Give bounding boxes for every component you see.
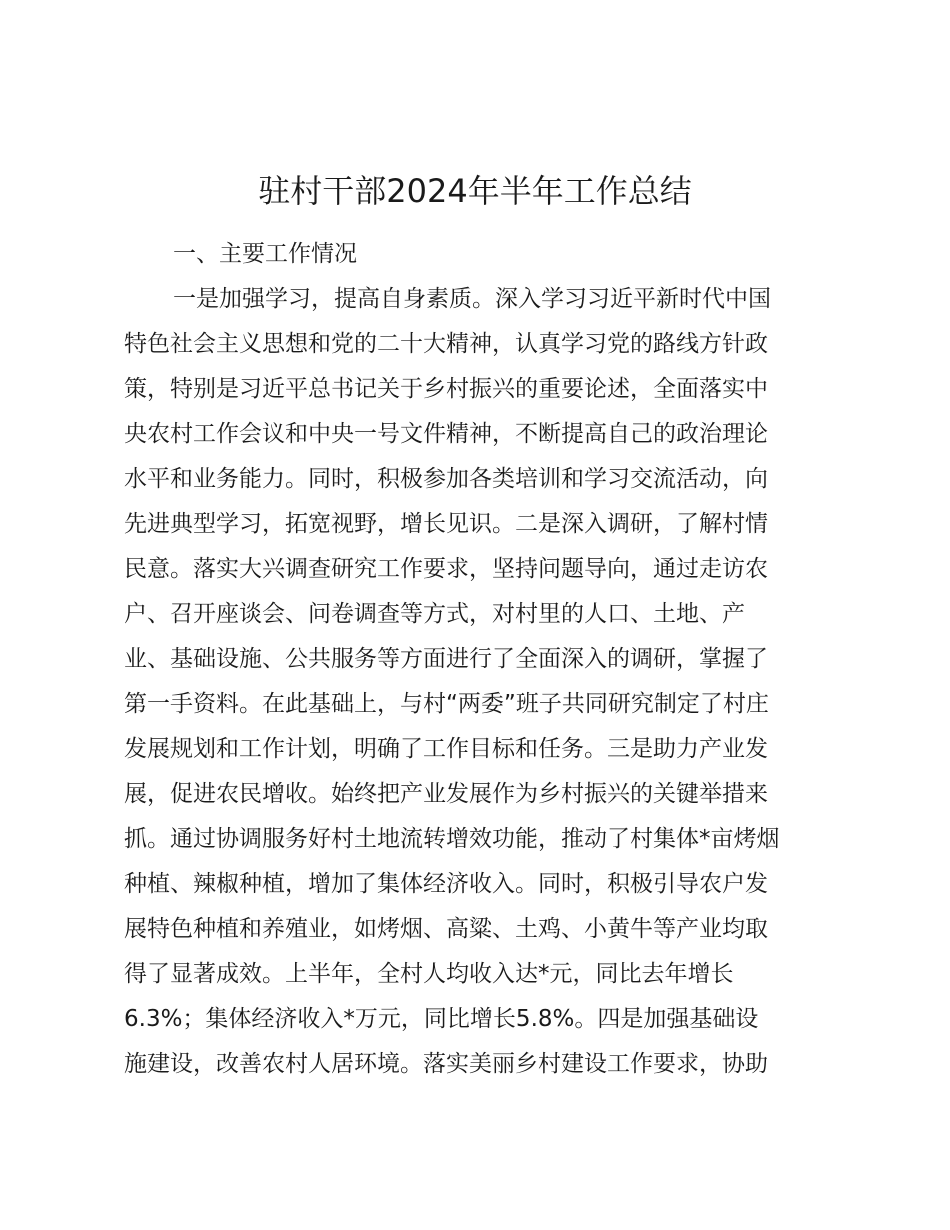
body-line: 策，特别是习近平总书记关于乡村振兴的重要论述，全面落实中 <box>124 376 768 402</box>
body-line: 先进典型学习，拓宽视野，增长见识。二是深入调研，了解村情 <box>124 511 768 537</box>
body-line: 业、基础设施、公共服务等方面进行了全面深入的调研，掌握了 <box>124 646 768 672</box>
body-line: 展，促进农民增收。始终把产业发展作为乡村振兴的关键举措来 <box>124 781 768 807</box>
body-line: 发展规划和工作计划，明确了工作目标和任务。三是助力产业发 <box>124 736 768 762</box>
body-line: 特色社会主义思想和党的二十大精神，认真学习党的路线方针政 <box>124 331 768 357</box>
body-line: 6.3%；集体经济收入*万元，同比增长5.8%。四是加强基础设 <box>124 1006 759 1032</box>
body-line: 得了显著成效。上半年，全村人均收入达*元，同比去年增长 <box>124 961 734 987</box>
body-line: 一是加强学习，提高自身素质。深入学习习近平新时代中国 <box>173 286 771 312</box>
document-title: 驻村干部2024年半年工作总结 <box>258 172 692 210</box>
section-heading: 一、主要工作情况 <box>173 241 357 267</box>
body-line: 种植、辣椒种植，增加了集体经济收入。同时，积极引导农户发 <box>124 871 768 897</box>
body-line: 央农村工作会议和中央一号文件精神，不断提高自己的政治理论 <box>124 421 768 447</box>
body-line: 水平和业务能力。同时，积极参加各类培训和学习交流活动，向 <box>124 466 768 492</box>
body-line: 第一手资料。在此基础上，与村“两委”班子共同研究制定了村庄 <box>124 691 769 717</box>
body-line: 展特色种植和养殖业，如烤烟、高粱、土鸡、小黄牛等产业均取 <box>124 916 768 942</box>
body-line: 施建设，改善农村人居环境。落实美丽乡村建设工作要求，协助 <box>124 1051 768 1077</box>
body-line: 户、召开座谈会、问卷调查等方式，对村里的人口、土地、产 <box>124 601 745 627</box>
body-line: 抓。通过协调服务好村土地流转增效功能，推动了村集体*亩烤烟 <box>124 826 780 852</box>
body-line: 民意。落实大兴调查研究工作要求，坚持问题导向，通过走访农 <box>124 556 768 582</box>
